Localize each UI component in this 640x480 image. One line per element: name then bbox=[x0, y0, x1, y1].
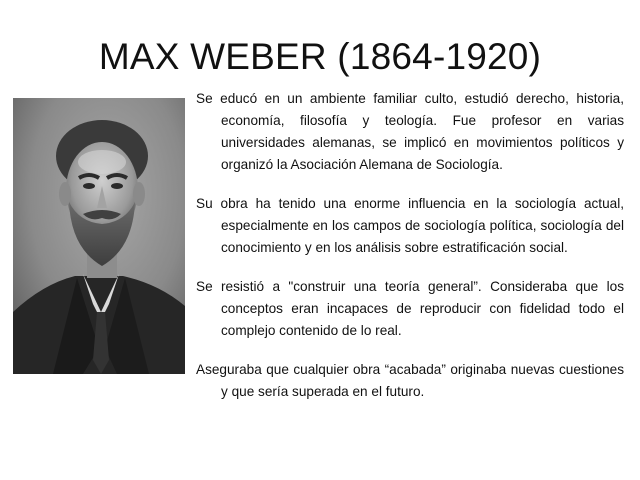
slide-title: MAX WEBER (1864-1920) bbox=[98, 36, 542, 77]
paragraph-influence: Su obra ha tenido una enorme influencia en la sociología actual, especialmente en los campos de sociología política, sociología del conocimiento y en los análisis sobre estratificación social. bbox=[196, 196, 624, 255]
paragraph-education: Se educó en un ambiente familiar culto, estudió derecho, historia, economía, filosofía y teología. Fue profesor en varias universidades alemanas, se implicó en movimientos políticos y organizó la Asociación Alemana de Sociología. bbox=[196, 91, 624, 172]
text-body bbox=[196, 88, 624, 420]
paragraph-general-theory: Se resistió a "construir una teoría general”. Consideraba que los conceptos eran incapaces de reproducir con fidelidad todo el complejo contenido de lo real. bbox=[196, 279, 624, 338]
portrait-photo bbox=[13, 98, 185, 374]
paragraph-finished-work: Aseguraba que cualquier obra “acabada” originaba nuevas cuestiones y que sería superada en el futuro. bbox=[196, 362, 624, 399]
